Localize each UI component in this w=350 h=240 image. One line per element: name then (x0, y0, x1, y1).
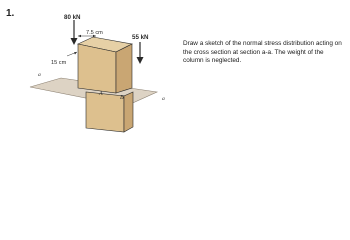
section-label-right: a (162, 96, 165, 102)
problem-statement (183, 40, 343, 66)
width-dimension-label: 15 cm (51, 60, 67, 66)
section-label-left: a (38, 72, 41, 78)
column-lower-front-face (86, 92, 124, 132)
problem-number: 1. (6, 8, 15, 19)
column-side-face (116, 44, 132, 93)
corner-label-a: A (99, 91, 103, 97)
width-dimension-line (67, 52, 77, 56)
column-front-face (78, 44, 116, 93)
offset-dimension-label: 7.5 cm (86, 30, 103, 36)
problem-statement-text: Draw a sketch of the normal stress distribution acting on the cross section at section a-a. The weight of the column is neglected. (183, 40, 342, 65)
load-arrow-55kn (137, 42, 144, 64)
load-label-55kn: 55 kN (132, 34, 149, 41)
column-lower-side-face (124, 92, 133, 132)
corner-label-b: B (120, 95, 124, 101)
load-label-80kn: 80 kN (64, 14, 81, 21)
load-arrow-80kn (71, 20, 78, 45)
